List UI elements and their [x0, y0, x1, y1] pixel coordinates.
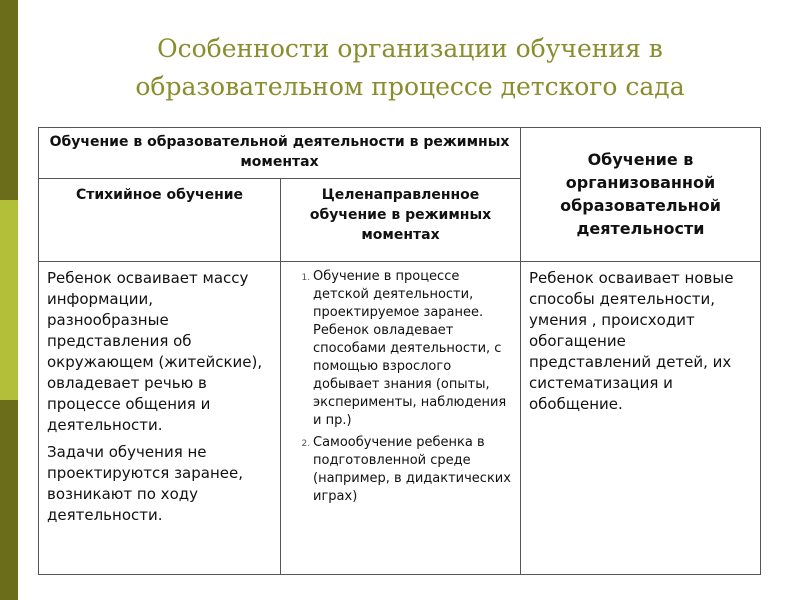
header-regime-learning: Обучение в образовательной деятельности в режимных моментах [39, 128, 521, 179]
cell-organized-description: Ребенок осваивает новые способы деятельности, умения , происходит обогащение представлений детей, их систематизация и обобщение. [521, 261, 761, 574]
sidebar-stripe-middle [0, 200, 18, 400]
header-organized-learning: Обучение в организованной образовательной деятельности [521, 128, 761, 262]
cell-spontaneous-description [39, 261, 281, 574]
subheader-spontaneous: Стихийное обучение [39, 179, 281, 262]
slide-title: Особенности организации обучения в образовательном процессе детского сада [135, 34, 685, 101]
purposeful-list [287, 268, 516, 506]
sidebar-stripe-top [0, 0, 18, 200]
sidebar-stripe-bottom [0, 400, 18, 600]
list-item: 2. Самообучение ребенка в подготовленной среде (например, в дидактических играх) [313, 434, 516, 506]
cell-purposeful-description [281, 261, 521, 574]
comparison-table [38, 127, 761, 575]
spontaneous-paragraph-1: Ребенок осваивает массу информации, разнообразные представления об окружающем (житейские), овладевает речью в процессе общения и деятельности. [47, 268, 263, 434]
spontaneous-paragraph-2: Задачи обучения не проектируются заранее, возникают по ходу деятельности. [47, 442, 243, 524]
list-item: 1. Обучение в процессе детской деятельности, проектируемое заранее. Ребенок овладевает способами деятельности, с помощью взрослого добывает знания (опыты, эксперименты, наблюдения и пр.) [313, 268, 516, 430]
subheader-purposeful: Целенаправленное обучение в режимных моментах [281, 179, 521, 262]
